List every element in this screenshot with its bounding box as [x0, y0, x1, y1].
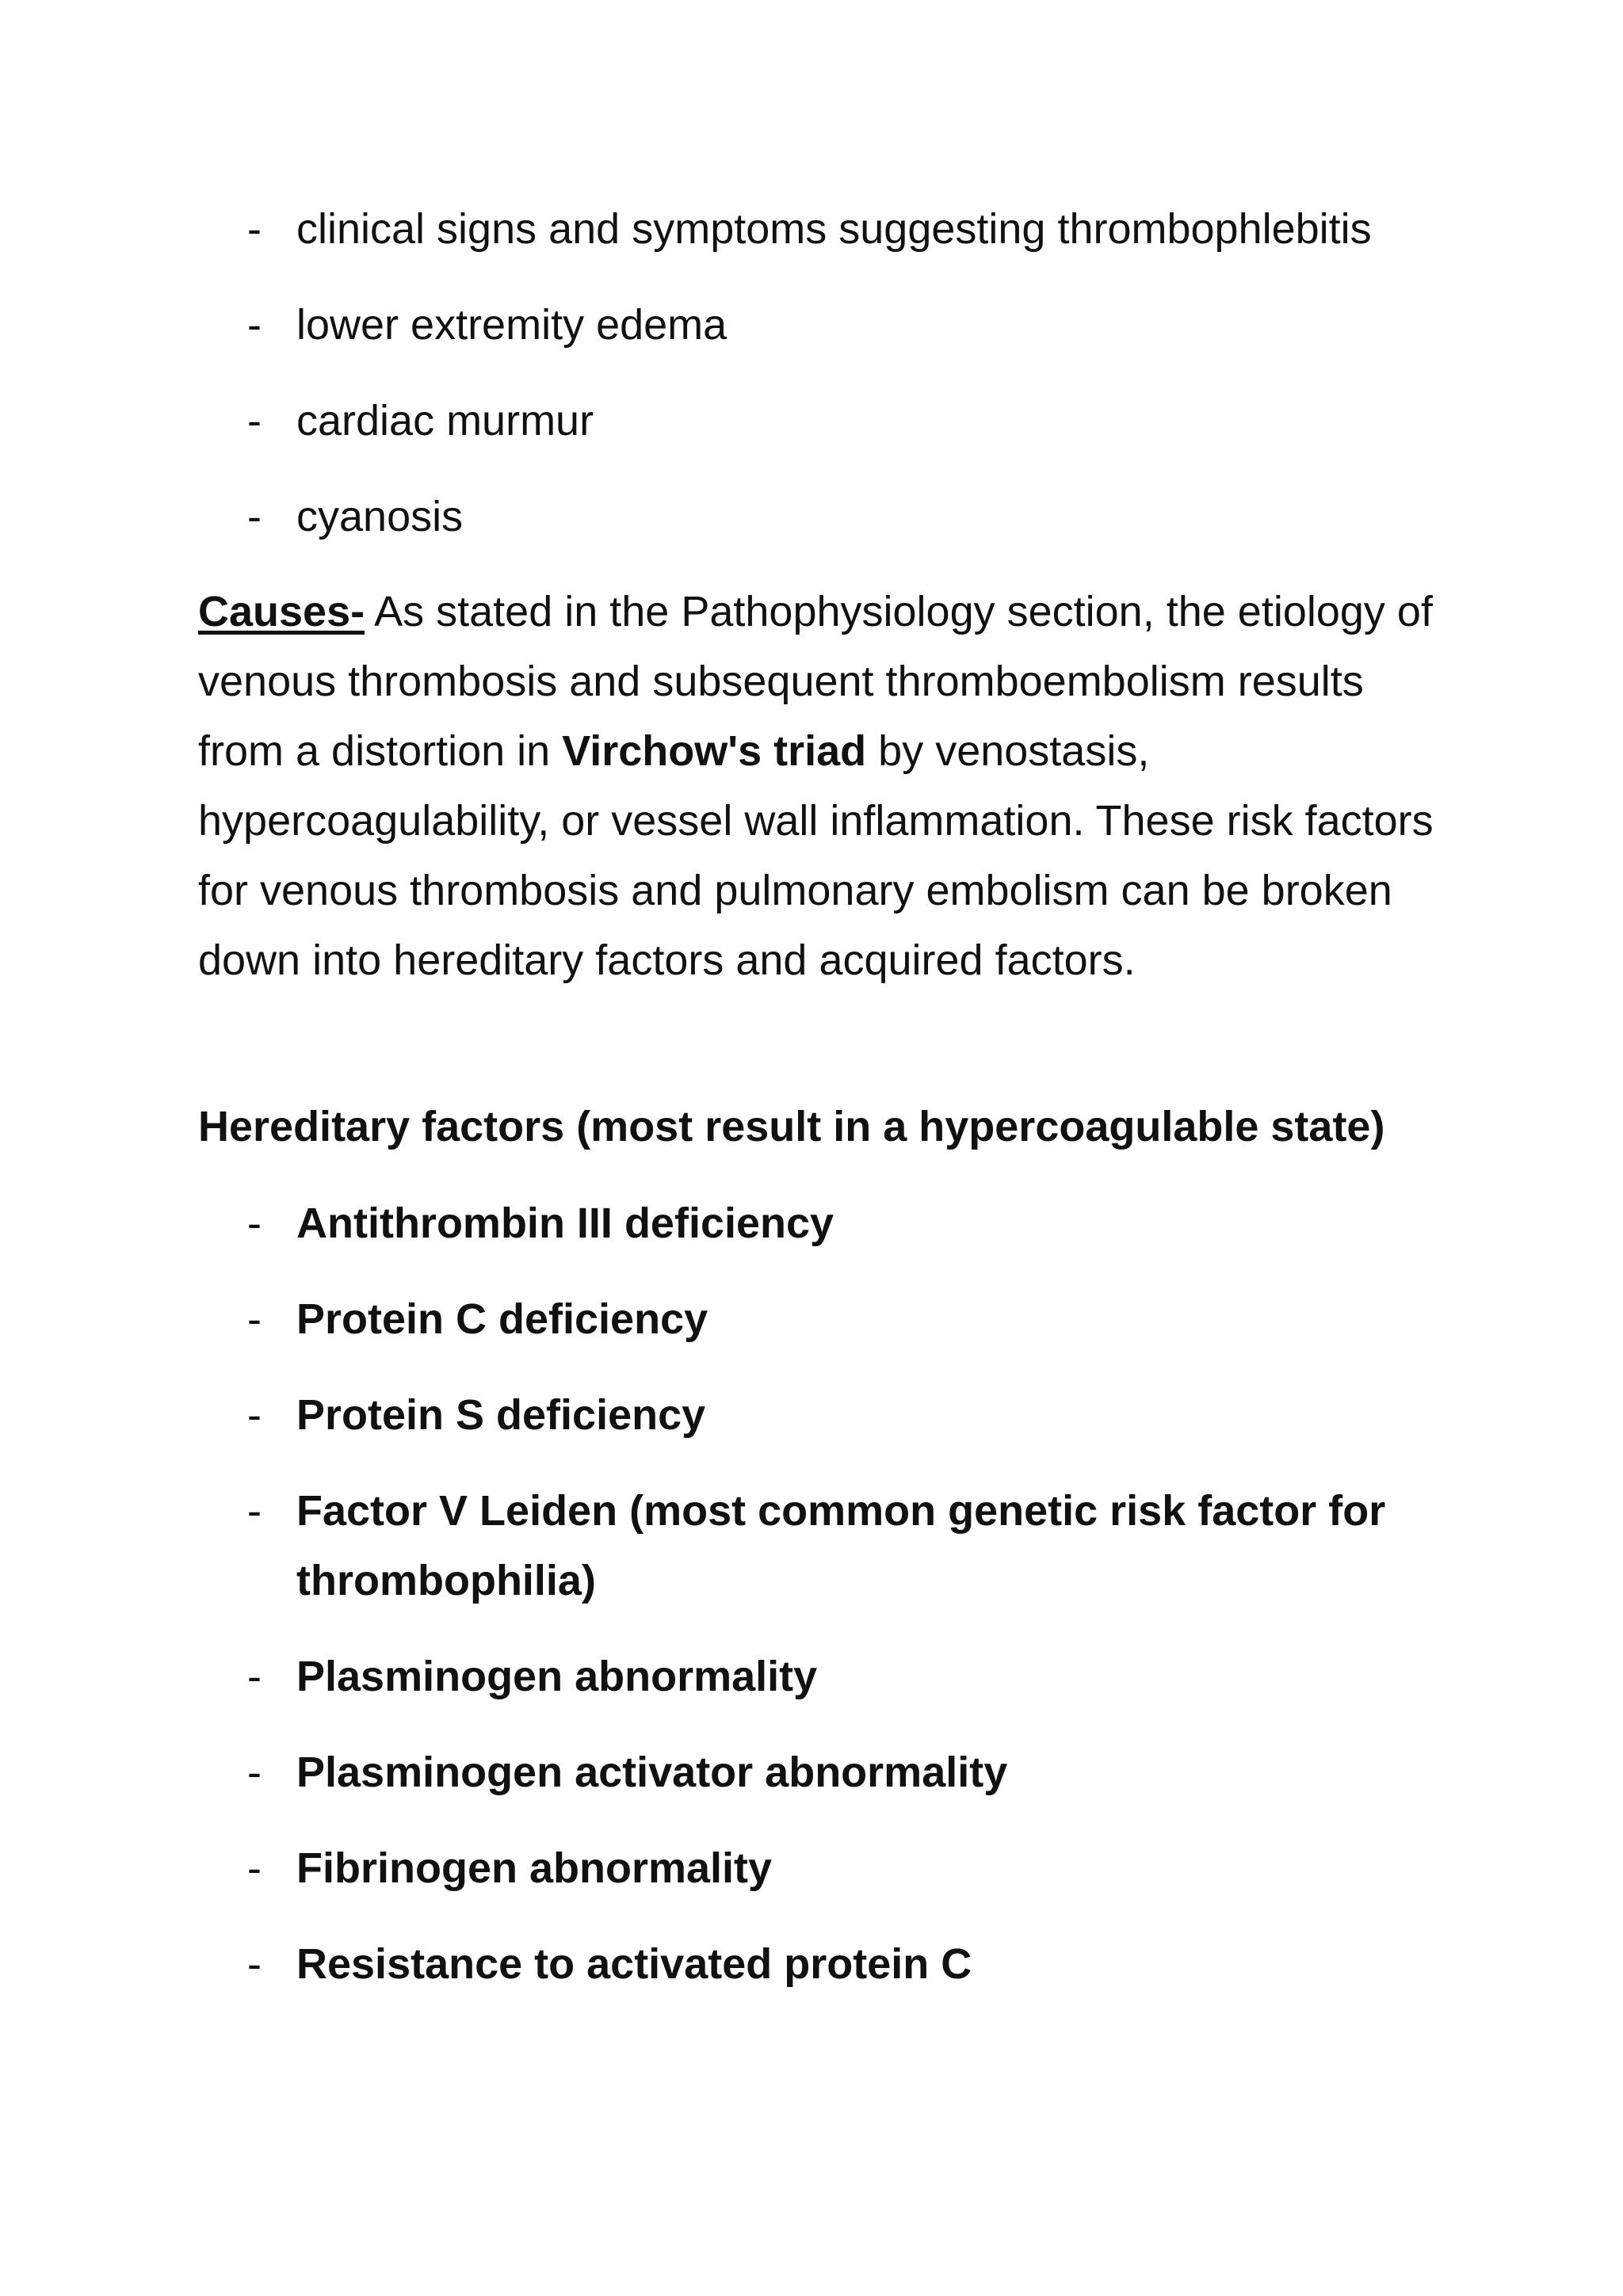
list-item-text: Protein C deficiency: [296, 1295, 708, 1343]
bullet-dash: -: [247, 205, 262, 253]
list-item-text: Resistance to activated protein C: [296, 1940, 972, 1988]
causes-text-1: As stated in the Pathophysiology section, the etiology of venous thrombosis and subsequent thromboembolism results from a distortion in: [198, 588, 1433, 775]
list-item-text: cyanosis: [296, 493, 464, 540]
list-item-text: lower extremity edema: [296, 301, 727, 349]
bullet-dash: -: [247, 1391, 262, 1439]
virchow-triad-term: Virchow's triad: [562, 727, 867, 775]
list-item-text: Fibrinogen abnormality: [296, 1844, 773, 1892]
hereditary-factors-heading: Hereditary factors (most result in a hypercoagulable state): [198, 1103, 1385, 1150]
list-item-text: Plasminogen activator abnormality: [296, 1749, 1008, 1796]
causes-text-2: by venostasis, hypercoagulability, or vessel wall inflammation. These risk factors for venous thrombosis and pulmonary embolism can be broken down into hereditary factors and acquired factors.: [198, 727, 1434, 984]
causes-paragraph: [198, 577, 1434, 995]
list-item-text: Plasminogen abnormality: [296, 1653, 818, 1700]
bullet-dash: -: [247, 1295, 262, 1343]
bullet-dash: -: [247, 1487, 262, 1535]
causes-label: Causes-: [198, 588, 365, 635]
bullet-dash: -: [247, 1653, 262, 1700]
bullet-dash: -: [247, 397, 262, 444]
list-item-text: Antithrombin III deficiency: [296, 1199, 834, 1247]
bullet-dash: -: [247, 493, 262, 540]
bullet-dash: -: [247, 1199, 262, 1247]
bullet-dash: -: [247, 1844, 262, 1892]
list-item-text: Protein S deficiency: [296, 1391, 706, 1439]
list-item-text: cardiac murmur: [296, 397, 594, 444]
list-item-text: clinical signs and symptoms suggesting thrombophlebitis: [296, 205, 1372, 253]
bullet-dash: -: [247, 301, 262, 349]
bullet-dash: -: [247, 1940, 262, 1988]
bullet-dash: -: [247, 1749, 262, 1796]
list-item-text: Factor V Leiden (most common genetic risk factor for thrombophilia): [296, 1487, 1386, 1604]
